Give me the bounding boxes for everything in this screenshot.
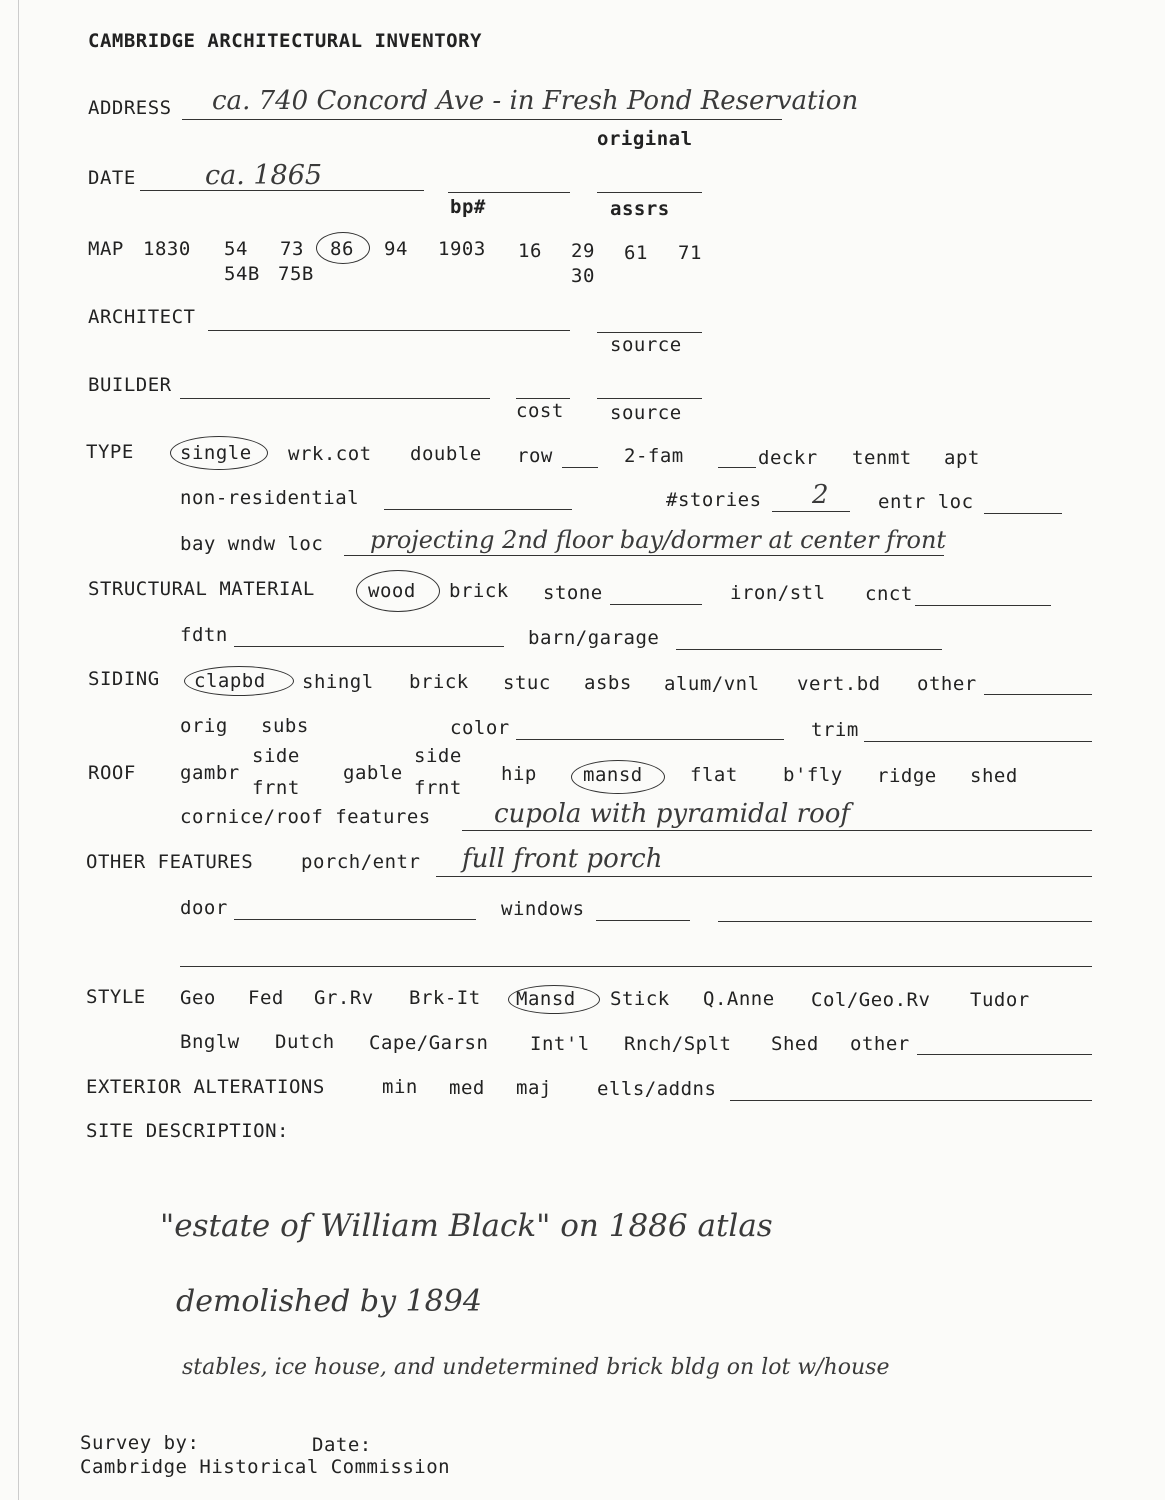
style-option[interactable]: other xyxy=(850,1033,910,1055)
roof-selection-circle xyxy=(571,760,665,794)
map-year[interactable]: 73 xyxy=(280,238,304,260)
structural-option[interactable]: brick xyxy=(449,580,509,602)
date-label: DATE xyxy=(88,167,136,189)
entr-loc-line xyxy=(984,513,1062,514)
bp-label: bp# xyxy=(450,196,486,218)
cost-line xyxy=(516,398,570,399)
stories-line xyxy=(772,511,850,512)
cornice-line xyxy=(462,830,1092,831)
map-year[interactable]: 54B xyxy=(224,263,260,285)
bp-line xyxy=(448,192,570,193)
siding-label: SIDING xyxy=(88,668,160,690)
siding-option[interactable]: brick xyxy=(409,671,469,693)
type-option[interactable]: deckr xyxy=(758,447,818,469)
cornice-value[interactable]: cupola with pyramidal roof xyxy=(494,799,851,829)
page-title: CAMBRIDGE ARCHITECTURAL INVENTORY xyxy=(88,30,482,52)
siding-trim-line xyxy=(864,741,1092,742)
deckr-line xyxy=(718,467,756,468)
map-year[interactable]: 61 xyxy=(624,242,648,264)
porch-value[interactable]: full front porch xyxy=(462,844,663,874)
style-option[interactable]: Bnglw xyxy=(180,1031,240,1053)
style-option[interactable]: Shed xyxy=(771,1033,819,1055)
map-year[interactable]: 29 xyxy=(571,240,595,262)
windows-line-2 xyxy=(718,921,1092,922)
siding-color-label: color xyxy=(450,717,510,739)
architect-label: ARCHITECT xyxy=(88,306,196,328)
map-year[interactable]: 16 xyxy=(518,240,542,262)
roof-gable-side[interactable]: side xyxy=(414,745,462,767)
porch-line xyxy=(436,876,1092,877)
row-line xyxy=(562,467,598,468)
site-note: demolished by 1894 xyxy=(176,1284,482,1319)
style-option[interactable]: Geo xyxy=(180,987,216,1009)
other-features-label: OTHER FEATURES xyxy=(86,851,254,873)
map-year[interactable]: 75B xyxy=(278,263,314,285)
style-option[interactable]: Cape/Garsn xyxy=(369,1032,489,1054)
alterations-label: EXTERIOR ALTERATIONS xyxy=(86,1076,325,1098)
entr-loc-label: entr loc xyxy=(878,491,974,513)
style-option[interactable]: Rnch/Splt xyxy=(624,1033,732,1055)
siding-option[interactable]: other xyxy=(917,673,977,695)
site-note: stables, ice house, and undetermined brick bldg on lot w/house xyxy=(182,1355,890,1380)
style-option-selected[interactable]: Mansd xyxy=(516,988,576,1010)
style-option[interactable]: Brk-It xyxy=(409,987,481,1009)
date-value[interactable]: ca. 1865 xyxy=(205,160,323,191)
siding-option[interactable]: asbs xyxy=(584,672,632,694)
type-option-selected[interactable]: single xyxy=(180,442,252,464)
fdtn-label: fdtn xyxy=(180,624,228,646)
style-label: STYLE xyxy=(86,986,146,1008)
siding-option-selected[interactable]: clapbd xyxy=(194,670,266,692)
door-label: door xyxy=(180,897,228,919)
map-selection-circle xyxy=(316,232,370,264)
assrs-line xyxy=(597,192,702,193)
roof-option-selected[interactable]: mansd xyxy=(583,764,643,786)
porch-label: porch/entr xyxy=(301,851,421,873)
commission-name: Cambridge Historical Commission xyxy=(80,1456,451,1478)
ells-label: ells/addns xyxy=(597,1078,717,1100)
windows-label: windows xyxy=(501,898,585,920)
map-year[interactable]: 71 xyxy=(678,242,702,264)
style-option[interactable]: Gr.Rv xyxy=(314,987,374,1009)
alteration-option[interactable]: min xyxy=(382,1076,418,1098)
structural-selection-circle xyxy=(356,570,440,612)
builder-source-label: source xyxy=(610,402,682,424)
style-option[interactable]: Q.Anne xyxy=(703,988,775,1010)
type-selection-circle xyxy=(170,436,268,470)
roof-option[interactable]: flat xyxy=(690,764,738,786)
original-label: original xyxy=(597,128,693,150)
door-line xyxy=(234,919,476,920)
type-option[interactable]: tenmt xyxy=(852,447,912,469)
architect-source-label: source xyxy=(610,334,682,356)
stone-line xyxy=(610,604,702,605)
siding-option[interactable]: alum/vnl xyxy=(664,673,760,695)
architect-source-line xyxy=(597,332,702,333)
style-option[interactable]: Tudor xyxy=(970,989,1030,1011)
roof-option[interactable]: ridge xyxy=(877,765,937,787)
roof-gambr-frnt[interactable]: frnt xyxy=(252,777,300,799)
style-option[interactable]: Col/Geo.Rv xyxy=(811,989,931,1011)
map-year[interactable]: 94 xyxy=(384,238,408,260)
roof-gable[interactable]: gable xyxy=(343,762,403,784)
map-label: MAP xyxy=(88,238,124,260)
siding-color-line xyxy=(516,739,784,740)
alteration-option[interactable]: med xyxy=(449,1077,485,1099)
map-year[interactable]: 1830 xyxy=(143,238,191,260)
bay-window-line xyxy=(344,555,944,556)
structural-label: STRUCTURAL MATERIAL xyxy=(88,578,315,600)
ells-line xyxy=(730,1100,1092,1101)
address-value[interactable]: ca. 740 Concord Ave - in Fresh Pond Reservation xyxy=(212,86,859,116)
alteration-option[interactable]: maj xyxy=(516,1077,552,1099)
roof-option[interactable]: b'fly xyxy=(783,764,843,786)
siding-selection-circle xyxy=(184,666,294,696)
siding-trim-label: trim xyxy=(811,719,859,741)
siding-other-line xyxy=(984,694,1092,695)
stories-label: #stories xyxy=(666,489,762,511)
type-label: TYPE xyxy=(86,441,134,463)
builder-line xyxy=(180,398,490,399)
siding-subs-label: subs xyxy=(261,715,309,737)
builder-label: BUILDER xyxy=(88,374,172,396)
address-label: ADDRESS xyxy=(88,97,172,119)
roof-gable-frnt[interactable]: frnt xyxy=(414,777,462,799)
siding-orig-label: orig xyxy=(180,715,228,737)
style-option[interactable]: Fed xyxy=(248,987,284,1009)
type-option[interactable]: 2-fam xyxy=(624,445,684,467)
nonresidential-line xyxy=(384,509,572,510)
map-year[interactable]: 30 xyxy=(571,265,595,287)
roof-label: ROOF xyxy=(88,762,136,784)
cnct-line xyxy=(915,605,1051,606)
survey-by-label: Survey by: xyxy=(80,1432,200,1454)
type-option[interactable]: apt xyxy=(944,447,980,469)
barn-garage-line xyxy=(676,649,942,650)
roof-option[interactable]: hip xyxy=(501,763,537,785)
page-edge xyxy=(18,0,19,1500)
type-option[interactable]: double xyxy=(410,443,482,465)
site-description-label: SITE DESCRIPTION: xyxy=(86,1120,289,1142)
siding-option[interactable]: vert.bd xyxy=(797,673,881,695)
type-option[interactable]: wrk.cot xyxy=(288,443,372,465)
structural-option[interactable]: iron/stl xyxy=(730,582,826,604)
siding-option[interactable]: shingl xyxy=(302,671,374,693)
bay-window-label: bay wndw loc xyxy=(180,533,324,555)
address-line xyxy=(182,119,782,120)
roof-gambr[interactable]: gambr xyxy=(180,762,240,784)
map-year-selected[interactable]: 86 xyxy=(330,238,354,260)
style-selection-circle xyxy=(508,985,600,1014)
roof-option[interactable]: shed xyxy=(970,765,1018,787)
structural-option-selected[interactable]: wood xyxy=(368,580,416,602)
bay-window-value[interactable]: projecting 2nd floor bay/dormer at center front xyxy=(370,526,947,554)
windows-line xyxy=(596,920,690,921)
style-option[interactable]: Int'l xyxy=(530,1033,590,1055)
style-other-line xyxy=(917,1054,1092,1055)
site-note: "estate of William Black" on 1886 atlas xyxy=(160,1208,773,1244)
nonresidential-label: non-residential xyxy=(180,487,360,509)
assrs-label: assrs xyxy=(610,198,670,220)
structural-option[interactable]: cnct xyxy=(865,583,913,605)
type-option[interactable]: row xyxy=(517,445,553,467)
stories-value[interactable]: 2 xyxy=(812,480,829,510)
roof-gambr-side[interactable]: side xyxy=(252,745,300,767)
style-option[interactable]: Stick xyxy=(610,988,670,1010)
cornice-label: cornice/roof features xyxy=(180,806,431,828)
extra-features-line xyxy=(180,966,1092,967)
architect-line xyxy=(208,330,570,331)
structural-option[interactable]: stone xyxy=(543,582,603,604)
map-year[interactable]: 54 xyxy=(224,238,248,260)
style-option[interactable]: Dutch xyxy=(275,1031,335,1053)
fdtn-line xyxy=(234,646,504,647)
siding-option[interactable]: stuc xyxy=(503,672,551,694)
map-year[interactable]: 1903 xyxy=(438,238,486,260)
barn-garage-label: barn/garage xyxy=(528,627,660,649)
cost-label: cost xyxy=(516,400,564,422)
survey-date-label: Date: xyxy=(312,1434,372,1456)
builder-source-line xyxy=(597,398,702,399)
